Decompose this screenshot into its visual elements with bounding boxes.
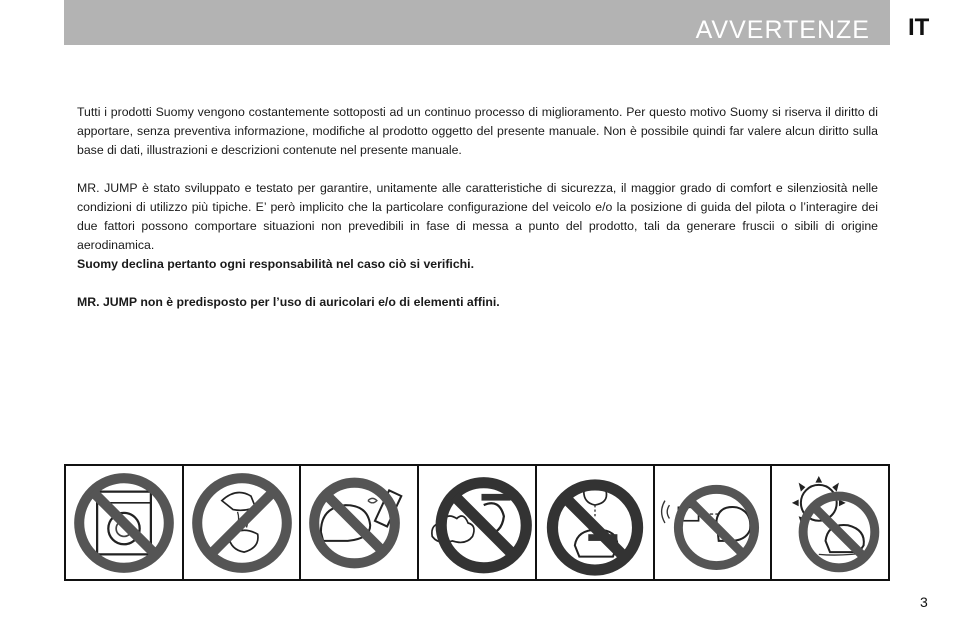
warning-text-block bbox=[77, 103, 878, 312]
warning-icon-cell bbox=[419, 466, 537, 579]
warning-icon-cell bbox=[772, 466, 888, 579]
paragraph-liability-disclaimer: Suomy declina pertanto ogni responsabilità nel caso ciò si verifichi. bbox=[77, 257, 475, 271]
no-dryer-heat-icon bbox=[421, 467, 533, 579]
paragraph-product-improvement: Tutti i prodotti Suomy vengono costantemente sottoposti ad un continuo processo di miglioramento. Per questo motivo Suomy si riserva il diritto di apportare, senza preventiva informazione, modifiche al prodotto oggetto del presente manuale. Non è possibile quindi far valere alcun diritto sulla base di dati, illustrazioni e descrizioni contenute nel presente manuale. bbox=[77, 105, 878, 157]
no-solvent-spray-icon bbox=[303, 467, 415, 579]
no-washing-machine-icon bbox=[68, 467, 180, 579]
paragraph-comfort-noise: MR. JUMP è stato sviluppato e testato per garantire, unitamente alle caratteristiche di sicurezza, il maggior grado di comfort e silenziosità nelle condizioni di utilizzo più tipiche. E’ però implicito che la particolare configurazione del veicolo e/o la posizione di guida del pilota o l’interagire dei due fattori possono comportare situazioni non prevedibili in fase di messa a punto del prodotto, tali da generare fruscii o sibili di origine aerodinamica. bbox=[77, 181, 878, 252]
warning-icon-strip bbox=[64, 464, 890, 581]
page-number: 3 bbox=[920, 594, 928, 610]
no-dropping-icon bbox=[539, 467, 651, 579]
page-title: AVVERTENZE bbox=[695, 16, 870, 44]
warning-icon-cell bbox=[537, 466, 655, 579]
paragraph-earphones-warning: MR. JUMP non è predisposto per l’uso di auricolari e/o di elementi affini. bbox=[77, 295, 500, 309]
no-hair-dryer-icon bbox=[656, 467, 768, 579]
language-code: IT bbox=[908, 14, 930, 41]
warning-icon-cell bbox=[301, 466, 419, 579]
warning-icon-cell bbox=[655, 466, 773, 579]
no-sun-exposure-icon bbox=[774, 467, 886, 579]
header-bar bbox=[64, 0, 890, 45]
warning-icon-cell bbox=[66, 466, 184, 579]
warning-icon-cell bbox=[184, 466, 302, 579]
no-hand-washing-icon bbox=[186, 467, 298, 579]
